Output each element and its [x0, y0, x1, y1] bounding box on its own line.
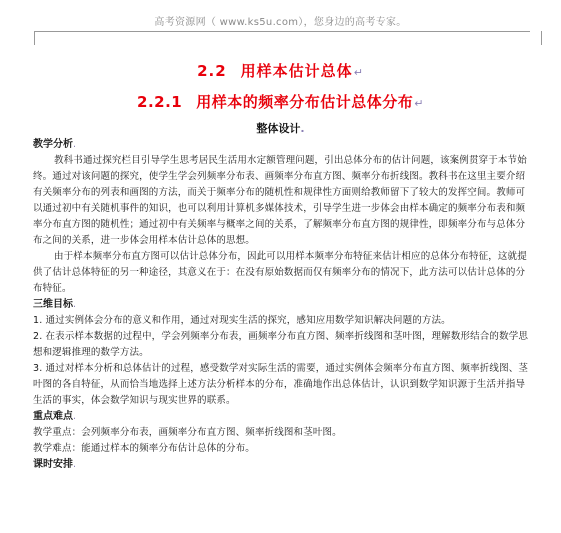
- crop-mark-left: [34, 31, 47, 45]
- goal-item-2: 2. 在表示样本数据的过程中，学会列频率分布表，画频率分布直方图、频率折线图和茎叶图，理解数形结合的数学思想和逻辑推理的数学方法。: [33, 331, 529, 358]
- overall-design-heading: 整体设计.: [256, 122, 305, 135]
- goal-item-3: 3. 通过对样本分析和总体估计的过程，感受数学对实际生活的需要，通过实例体会频率分布直方图、频率折线图、茎叶图的各自特征，从而恰当地选择上述方法分析样本的分布，准确地作出总体估计，认识到数学知识源于生活并指导生活的事实，体会数学知识与现实世界的联系。: [33, 363, 529, 406]
- schedule-label: 课时安排.: [33, 459, 77, 470]
- difficult-point-item: 教学难点：能通过样本的频率分布估计总体的分布。: [33, 443, 255, 454]
- key-point-item: 教学重点：会列频率分布表，画频率分布直方图、频率折线图和茎叶图。: [33, 427, 342, 438]
- goals-label: 三维目标.: [33, 299, 77, 310]
- page-header: 高考资源网（ www.ks5u.com），您身边的高考专家。: [154, 17, 407, 28]
- header-rule: [34, 31, 530, 32]
- teaching-analysis-paragraph-1: 教科书通过探究栏目引导学生思考居民生活用水定额管理问题，引出总体分布的估计问题，该案例贯穿于本节始终。通过对该问题的探究，使学生学会列频率分布表、画频率分布直方图、频率分布折线图。教科书在这里主要介绍有关频率分布的列表和画图的方法，而关于频率分布的随机性和规律性方面则给教师留下了较大的发挥空间。教师可以通过初中有关随机事件的知识，也可以利用计算机多媒体技术，引导学生进一步体会由样本确定的频率分布表和频率分布直方图的随机性；通过初中有关频率与概率之间的关系，了解频率分布直方图的规律性，即频率分布与总体分布之间的关系，进一步体会用样本估计总体的思想。: [33, 155, 527, 246]
- section-number: 2.2: [197, 62, 227, 80]
- teaching-analysis-label: 教学分析.: [33, 139, 77, 150]
- crop-mark-right: [529, 31, 542, 45]
- paragraph-mark-icon: ↵: [414, 97, 424, 110]
- section-title-text: 用样本估计总体: [240, 62, 353, 80]
- subsection-title: [0, 91, 561, 112]
- paragraph-mark-icon: ↵: [353, 66, 364, 79]
- document-body: [33, 137, 530, 473]
- subsection-number: 2.2.1: [137, 93, 183, 111]
- subsection-title-text: 用样本的频率分布估计总体分布: [196, 93, 414, 111]
- goal-item-1: 1. 通过实例体会分布的意义和作用，通过对现实生活的探究，感知应用数学知识解决问题的方法。: [33, 315, 451, 326]
- teaching-analysis-paragraph-2: 由于样本频率分布直方图可以估计总体分布，因此可以用样本频率分布特征来估计相应的总体分布特征，这就提供了估计总体特征的另一种途径，其意义在于：在没有原始数据而仅有频率分布的情况下，此方法可以估计总体的分布特征。: [33, 251, 527, 294]
- key-points-label: 重点难点.: [33, 411, 77, 422]
- section-title: [0, 60, 561, 81]
